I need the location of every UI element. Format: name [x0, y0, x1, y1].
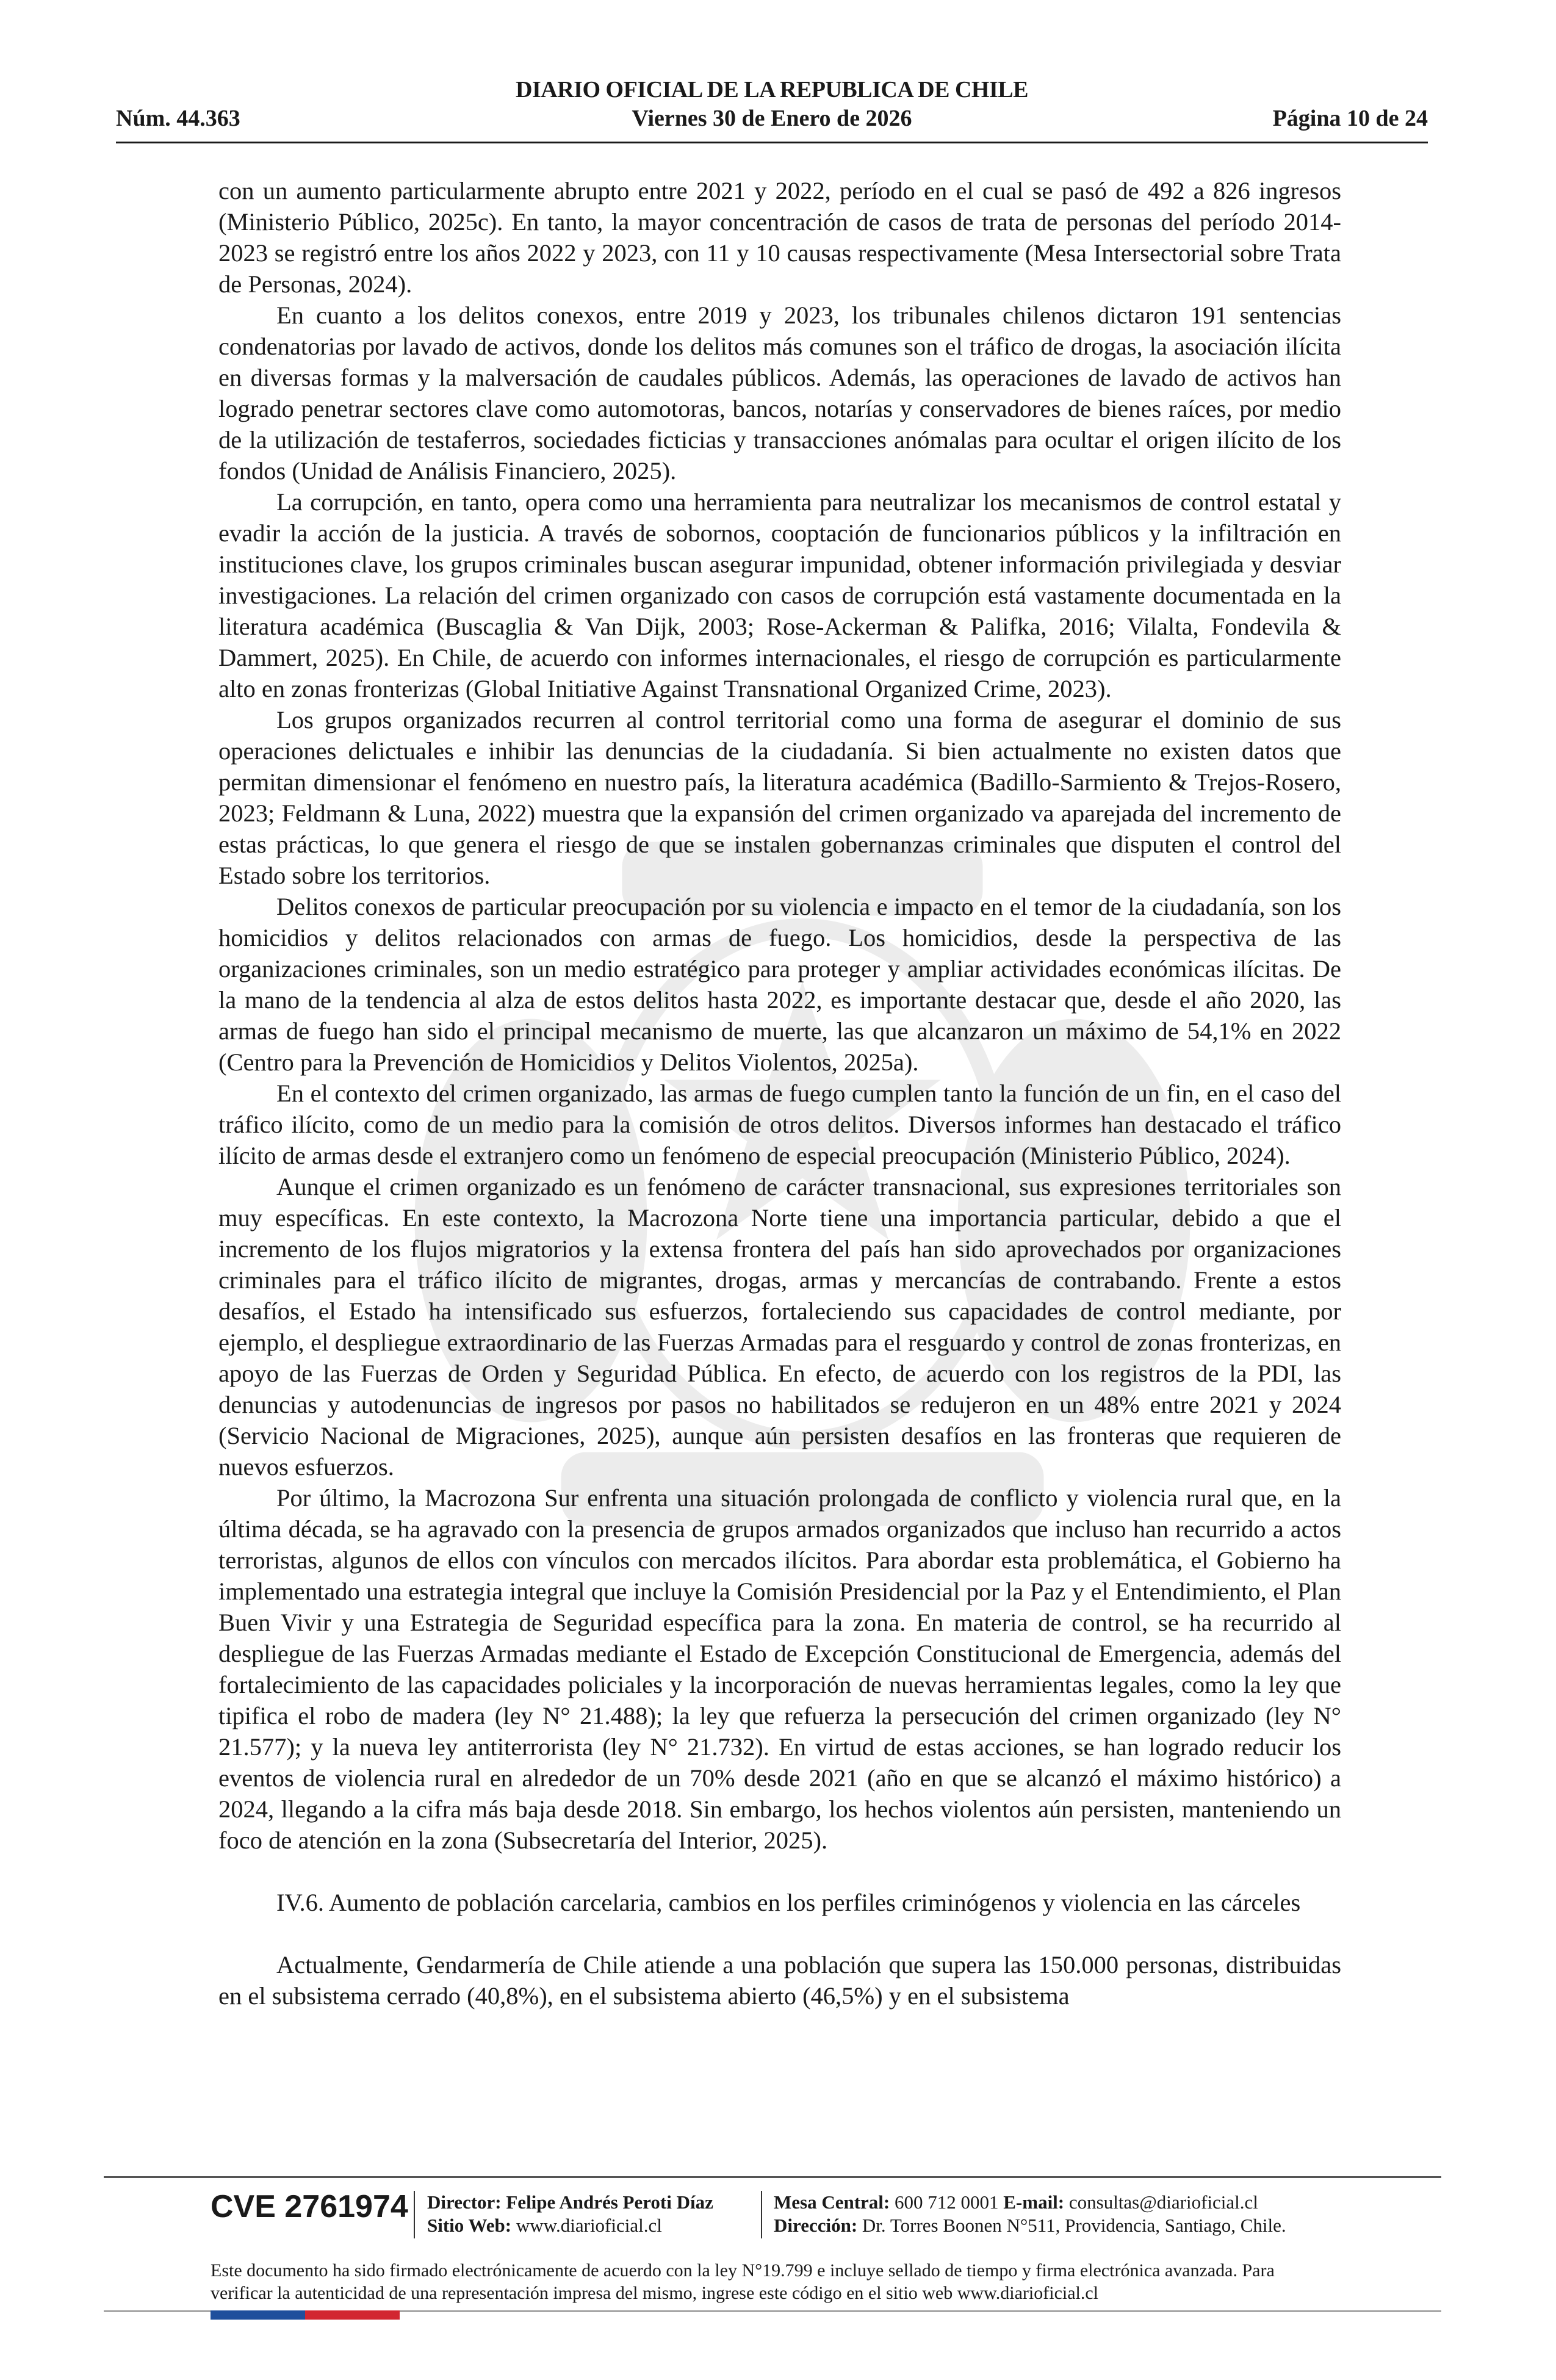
footer-director-block [427, 2191, 713, 2237]
signature-note: Este documento ha sido firmado electrónicamente de acuerdo con la ley N°19.799 e incluye sellado de tiempo y firma electrónica avanzada. Para verificar la autenticidad de una representación impresa del mismo, ingrese este código en el sitio web www.diarioficial.cl [211, 2260, 1275, 2303]
issue-number: Núm. 44.363 [116, 106, 240, 131]
address-label: Dirección: [774, 2215, 858, 2236]
address-value: Dr. Torres Boonen N°511, Providencia, Santiago, Chile. [862, 2215, 1286, 2236]
body-paragraph: Delitos conexos de particular preocupación por su violencia e impacto en el temor de la ciudadanía, son los homicidios y delitos relacionados con armas de fuego. Los homicidios, desde la perspectiva de las organizaciones criminales, son un medio estratégico para proteger y ampliar actividades económicas ilícitas. De la mano de la tendencia al alza de estos delitos hasta 2022, es importante destacar que, desde el año 2020, las armas de fuego han sido el principal mecanismo de muerte, las que alcanzaron un máximo de 54,1% en 2022 (Centro para la Prevención de Homicidios y Delitos Violentos, 2025a). [218, 893, 1341, 1076]
footer-separator [414, 2191, 415, 2238]
web-link[interactable]: www.diarioficial.cl [516, 2215, 662, 2236]
mesa-phone: 600 712 0001 [895, 2191, 999, 2213]
body-paragraph: con un aumento particularmente abrupto entre 2021 y 2022, período en el cual se pasó de 492 a 826 ingresos (Ministerio Público, 2025c). En tanto, la mayor concentración de casos de trata de personas del período 2014-2023 se registró entre los años 2022 y 2023, con 11 y 10 causas respectivamente (Mesa Intersectorial sobre Trata de Personas, 2024). [218, 177, 1341, 298]
cve-code: CVE 2761974 [211, 2189, 408, 2224]
body-paragraph: Actualmente, Gendarmería de Chile atiende a una población que supera las 150.000 personas, distribuidas en el subsistema cerrado (40,8%), en el subsistema abierto (46,5%) y en el subsistema [218, 1951, 1341, 2010]
issue-date: Viernes 30 de Enero de 2026 [632, 106, 912, 131]
flag-stripe-red [305, 2310, 400, 2320]
footer-divider [104, 2176, 1441, 2178]
footer-contact-block [774, 2191, 1286, 2237]
gazette-name: DIARIO OFICIAL DE LA REPUBLICA DE CHILE [516, 77, 1028, 103]
body-paragraph: La corrupción, en tanto, opera como una herramienta para neutralizar los mecanismos de control estatal y evadir la acción de la justicia. A través de sobornos, cooptación de funcionarios públicos y la infiltración en instituciones clave, los grupos criminales buscan asegurar impunidad, obtener información privilegiada y desviar investigaciones. La relación del crimen organizado con casos de corrupción está vastamente documentada en la literatura académica (Buscaglia & Van Dijk, 2003; Rose-Ackerman & Palifka, 2016; Vilalta, Fondevila & Dammert, 2025). En Chile, de acuerdo con informes internacionales, el riesgo de corrupción es particularmente alto en zonas fronterizas (Global Initiative Against Transnational Organized Crime, 2023). [218, 488, 1341, 702]
body-paragraph: En cuanto a los delitos conexos, entre 2019 y 2023, los tribunales chilenos dictaron 191 sentencias condenatorias por lavado de activos, donde los delitos más comunes son el tráfico de drogas, la asociación ilícita en diversas formas y la malversación de caudales públicos. Además, las operaciones de lavado de activos han logrado penetrar sectores clave como automotoras, bancos, notarías y conservadores de bienes raíces, por medio de la utilización de testaferros, sociedades ficticias y transacciones anómalas para ocultar el origen ilícito de los fondos (Unidad de Análisis Financiero, 2025). [218, 301, 1341, 485]
director-name: Felipe Andrés Peroti Díaz [506, 2191, 713, 2213]
page-number: Página 10 de 24 [1272, 106, 1428, 131]
section-heading: IV.6. Aumento de población carcelaria, cambios en los perfiles criminógenos y violencia en las cárceles [276, 1889, 1301, 1916]
email-link[interactable]: consultas@diarioficial.cl [1068, 2191, 1258, 2213]
body-paragraph: Aunque el crimen organizado es un fenómeno de carácter transnacional, sus expresiones territoriales son muy específicas. En este contexto, la Macrozona Norte tiene una importancia particular, debido a que el incremento de los flujos migratorios y la extensa frontera del país han sido aprovechados por organizaciones criminales para el tráfico ilícito de migrantes, drogas, armas y mercancías de contrabando. Frente a estos desafíos, el Estado ha intensificado sus esfuerzos, fortaleciendo sus capacidades de control mediante, por ejemplo, el despliegue extraordinario de las Fuerzas Armadas para el resguardo y control de zonas fronterizas, en apoyo de las Fuerzas de Orden y Seguridad Pública. En efecto, de acuerdo con los registros de la PDI, las denuncias y autodenuncias de ingresos por pasos no habilitados se redujeron en un 48% entre 2021 y 2024 (Servicio Nacional de Migraciones, 2025), aunque aún persisten desafíos en las fronteras que requieren de nuevos esfuerzos. [218, 1173, 1341, 1480]
mesa-label: Mesa Central: [774, 2191, 890, 2213]
web-label: Sitio Web: [427, 2215, 512, 2236]
flag-stripe-blue [211, 2310, 305, 2320]
header-divider [116, 142, 1428, 143]
director-label: Director: [427, 2191, 502, 2213]
body-paragraph: Los grupos organizados recurren al control territorial como una forma de asegurar el dominio de sus operaciones delictuales e inhibir las denuncias de la ciudadanía. Si bien actualmente no existen datos que permitan dimensionar el fenómeno en nuestro país, la literatura académica (Badillo-Sarmiento & Trejos-Rosero, 2023; Feldmann & Luna, 2022) muestra que la expansión del crimen organizado va aparejada del incremento de estas prácticas, lo que genera el riesgo de que se instalen gobernanzas criminales que disputen el control del Estado sobre los territorios. [218, 706, 1341, 889]
page-header [116, 76, 1428, 143]
body-paragraph: Por último, la Macrozona Sur enfrenta una situación prolongada de conflicto y violencia rural que, en la última década, se ha agravado con la presencia de grupos armados organizados que incluso han recurrido a actos terroristas, algunos de ellos con vínculos con mercados ilícitos. Para abordar esta problemática, el Gobierno ha implementado una estrategia integral que incluye la Comisión Presidencial por la Paz y el Entendimiento, el Plan Buen Vivir y una Estrategia de Seguridad específica para la zona. En materia de control, se ha recurrido al despliegue de las Fuerzas Armadas mediante el Estado de Excepción Constitucional de Emergencia, además del fortalecimiento de las capacidades policiales y la incorporación de nuevas herramientas legales, como la ley que tipifica el robo de madera (ley N° 21.488); la ley que refuerza la persecución del crimen organizado (ley N° 21.577); y la nueva ley antiterrorista (ley N° 21.732). En virtud de estas acciones, se han logrado reducir los eventos de violencia rural en alrededor de un 70% desde 2021 (año en que se alcanzó el máximo histórico) a 2024, llegando a la cifra más baja desde 2018. Sin embargo, los hechos violentos aún persisten, manteniendo un foco de atención en la zona (Subsecretaría del Interior, 2025). [218, 1484, 1341, 1854]
document-body [218, 175, 1341, 2011]
footer-separator [761, 2191, 762, 2238]
body-paragraph: En el contexto del crimen organizado, las armas de fuego cumplen tanto la función de un fin, en el caso del tráfico ilícito, como de un medio para la comisión de otros delitos. Diversos informes han destacado el tráfico ilícito de armas desde el extranjero como un fenómeno de especial preocupación (Ministerio Público, 2024). [218, 1080, 1341, 1169]
email-label: E-mail: [1003, 2191, 1065, 2213]
